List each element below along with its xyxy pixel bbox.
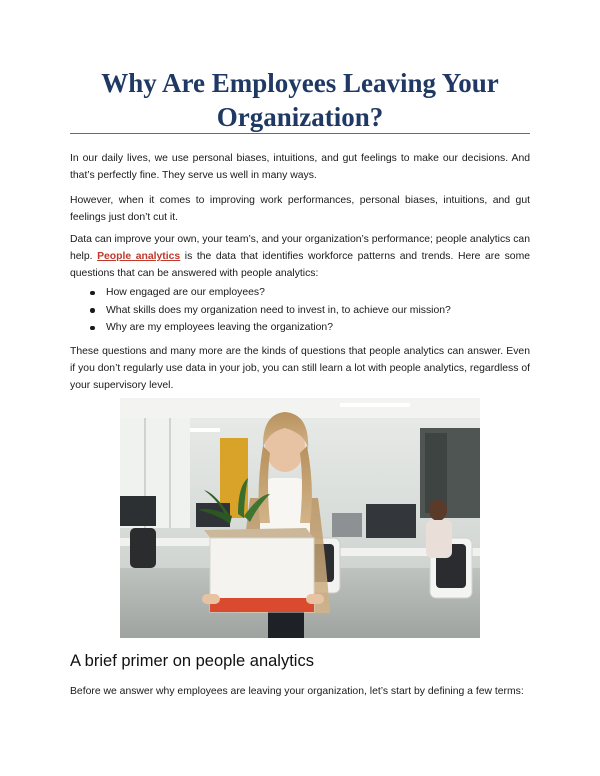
list-item: How engaged are our employees? — [70, 284, 530, 302]
section-heading: A brief primer on people analytics — [70, 652, 314, 670]
paragraph-intro: In our daily lives, we use personal biases, intuitions, and gut feelings to make our decisions. And that’s perfectly fine. They serve us well in many ways. — [70, 153, 530, 181]
list-item: What skills does my organization need to invest in, to achieve our mission? — [70, 302, 530, 320]
paragraph-data-can-improve — [70, 231, 530, 282]
page-title: Why Are Employees Leaving Your Organization? — [101, 68, 499, 132]
title-underline-divider — [70, 133, 530, 134]
paragraph-however: However, when it comes to improving work performances, personal biases, intuitions, and gut feelings just don’t cut it. — [70, 195, 530, 223]
paragraph-before-we-answer: Before we answer why employees are leaving your organization, let’s start by defining a few terms: — [70, 686, 524, 697]
question-bullet-list — [70, 284, 530, 337]
paragraph-these-questions: These questions and many more are the kinds of questions that people analytics can answer. Even if you don’t regularly use data in your job, you can still learn a lot with people analytics, regardless of your supervisory level. — [70, 346, 530, 391]
office-employee-leaving-photo — [120, 398, 480, 638]
paragraph-text-after-link: is the data that identifies workforce patterns and trends. Here are some questions that can be answered with people analytics: — [70, 251, 530, 279]
people-analytics-link[interactable]: People analytics — [97, 251, 181, 262]
list-item: Why are my employees leaving the organization? — [70, 319, 530, 337]
paragraph-text-before-link: Data can improve your own, your team’s, and your organization’s performance; people analytics can help. — [70, 234, 530, 262]
